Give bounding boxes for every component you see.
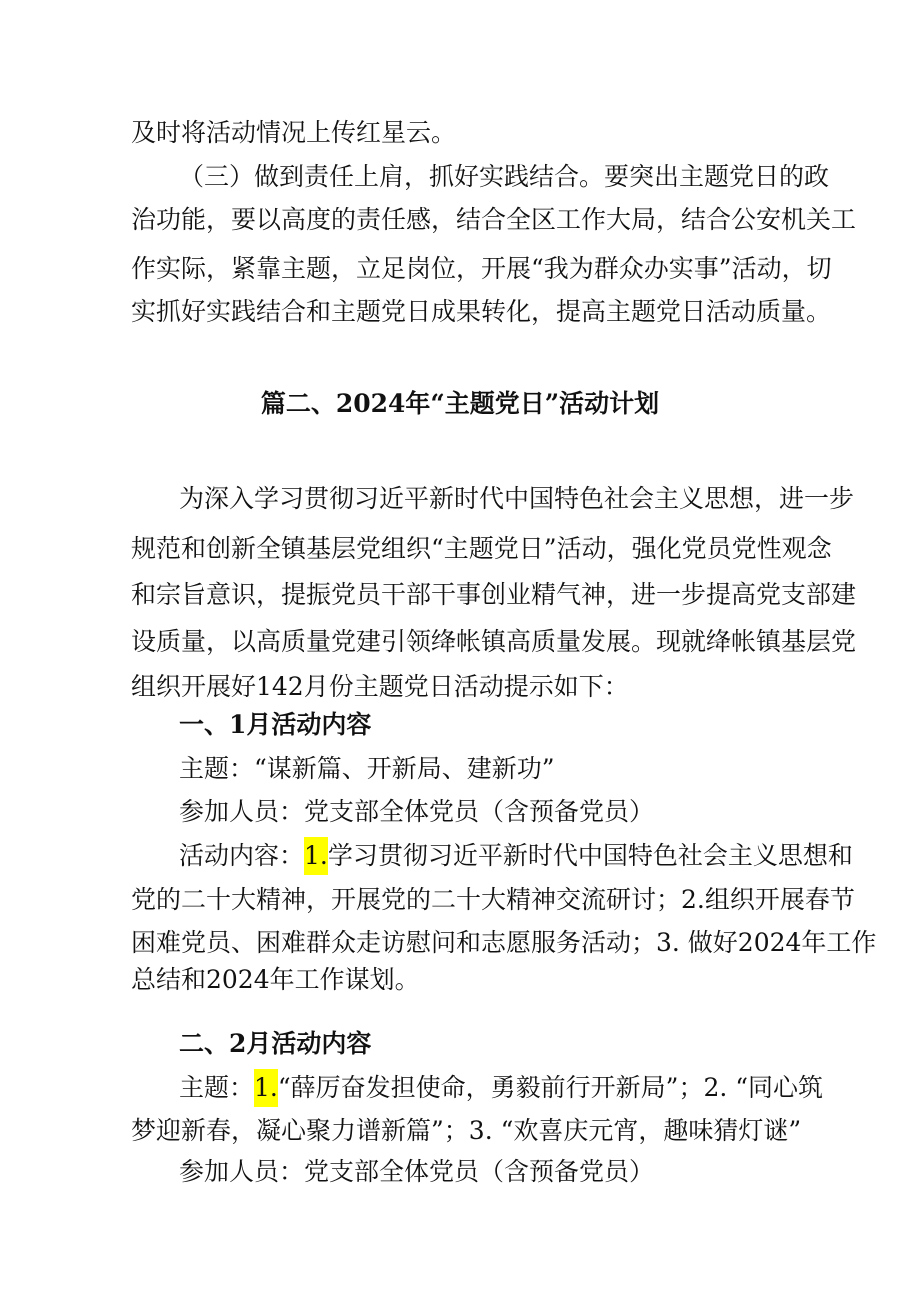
- intro-line: 为深入学习贯彻习近平新时代中国特色社会主义思想，进一步: [179, 484, 855, 513]
- intro-line: 设质量，以高质量党建引领绛帐镇高质量发展。现就绛帐镇基层党: [131, 627, 857, 656]
- january-participants: 参加人员：党支部全体党员（含预备党员）: [179, 797, 655, 826]
- intro-line: 规范和创新全镇基层党组织“主题党日”活动，强化党员党性观念: [131, 534, 832, 563]
- january-theme: 主题：“谋新篇、开新局、建新功”: [179, 754, 555, 783]
- intro-line: 组织开展好142月份主题党日活动提示如下：: [131, 672, 629, 701]
- theme-text: “薛厉奋发担使命，勇毅前行开新局”；2. “同心筑: [277, 1073, 824, 1102]
- january-content-line: 党的二十大精神，开展党的二十大精神交流研讨；2.组织开展春节: [131, 885, 855, 914]
- content-text: 学习贯彻习近平新时代中国特色社会主义思想和: [327, 841, 853, 870]
- january-heading: 一、1月活动内容: [179, 710, 372, 739]
- highlighted-marker: 1.: [254, 1069, 278, 1107]
- content-label: 活动内容：: [179, 841, 305, 870]
- february-theme-line: [179, 1071, 824, 1105]
- january-content-line: 总结和2024年工作谋划。: [131, 965, 420, 994]
- article-title: 篇二、2024年“主题党日”活动计划: [260, 389, 660, 418]
- paragraph-line: 作实际，紧靠主题，立足岗位，开展“我为群众办实事”活动，切: [131, 254, 832, 283]
- january-content-line: [179, 839, 853, 873]
- february-theme-line: 梦迎新春，凝心聚力谱新篇”；3. “欢喜庆元宵，趣味猜灯谜”: [131, 1116, 802, 1145]
- paragraph-line: 实抓好实践结合和主题党日成果转化，提高主题党日活动质量。: [131, 297, 832, 326]
- february-participants: 参加人员：党支部全体党员（含预备党员）: [179, 1157, 655, 1186]
- january-content-line: 困难党员、困难群众走访慰问和志愿服务活动；3. 做好2024年工作: [131, 928, 877, 957]
- highlighted-marker: 1.: [304, 837, 328, 875]
- february-heading: 二、2月活动内容: [179, 1029, 372, 1058]
- theme-label: 主题：: [179, 1073, 255, 1102]
- paragraph-line: 治功能，要以高度的责任感，结合全区工作大局，结合公安机关工: [131, 205, 857, 234]
- intro-line: 和宗旨意识，提振党员干部干事创业精气神，进一步提高党支部建: [131, 580, 857, 609]
- paragraph-end: 及时将活动情况上传红星云。: [131, 118, 457, 147]
- paragraph-line: （三）做到责任上肩，抓好实践结合。要突出主题党日的政: [179, 162, 830, 191]
